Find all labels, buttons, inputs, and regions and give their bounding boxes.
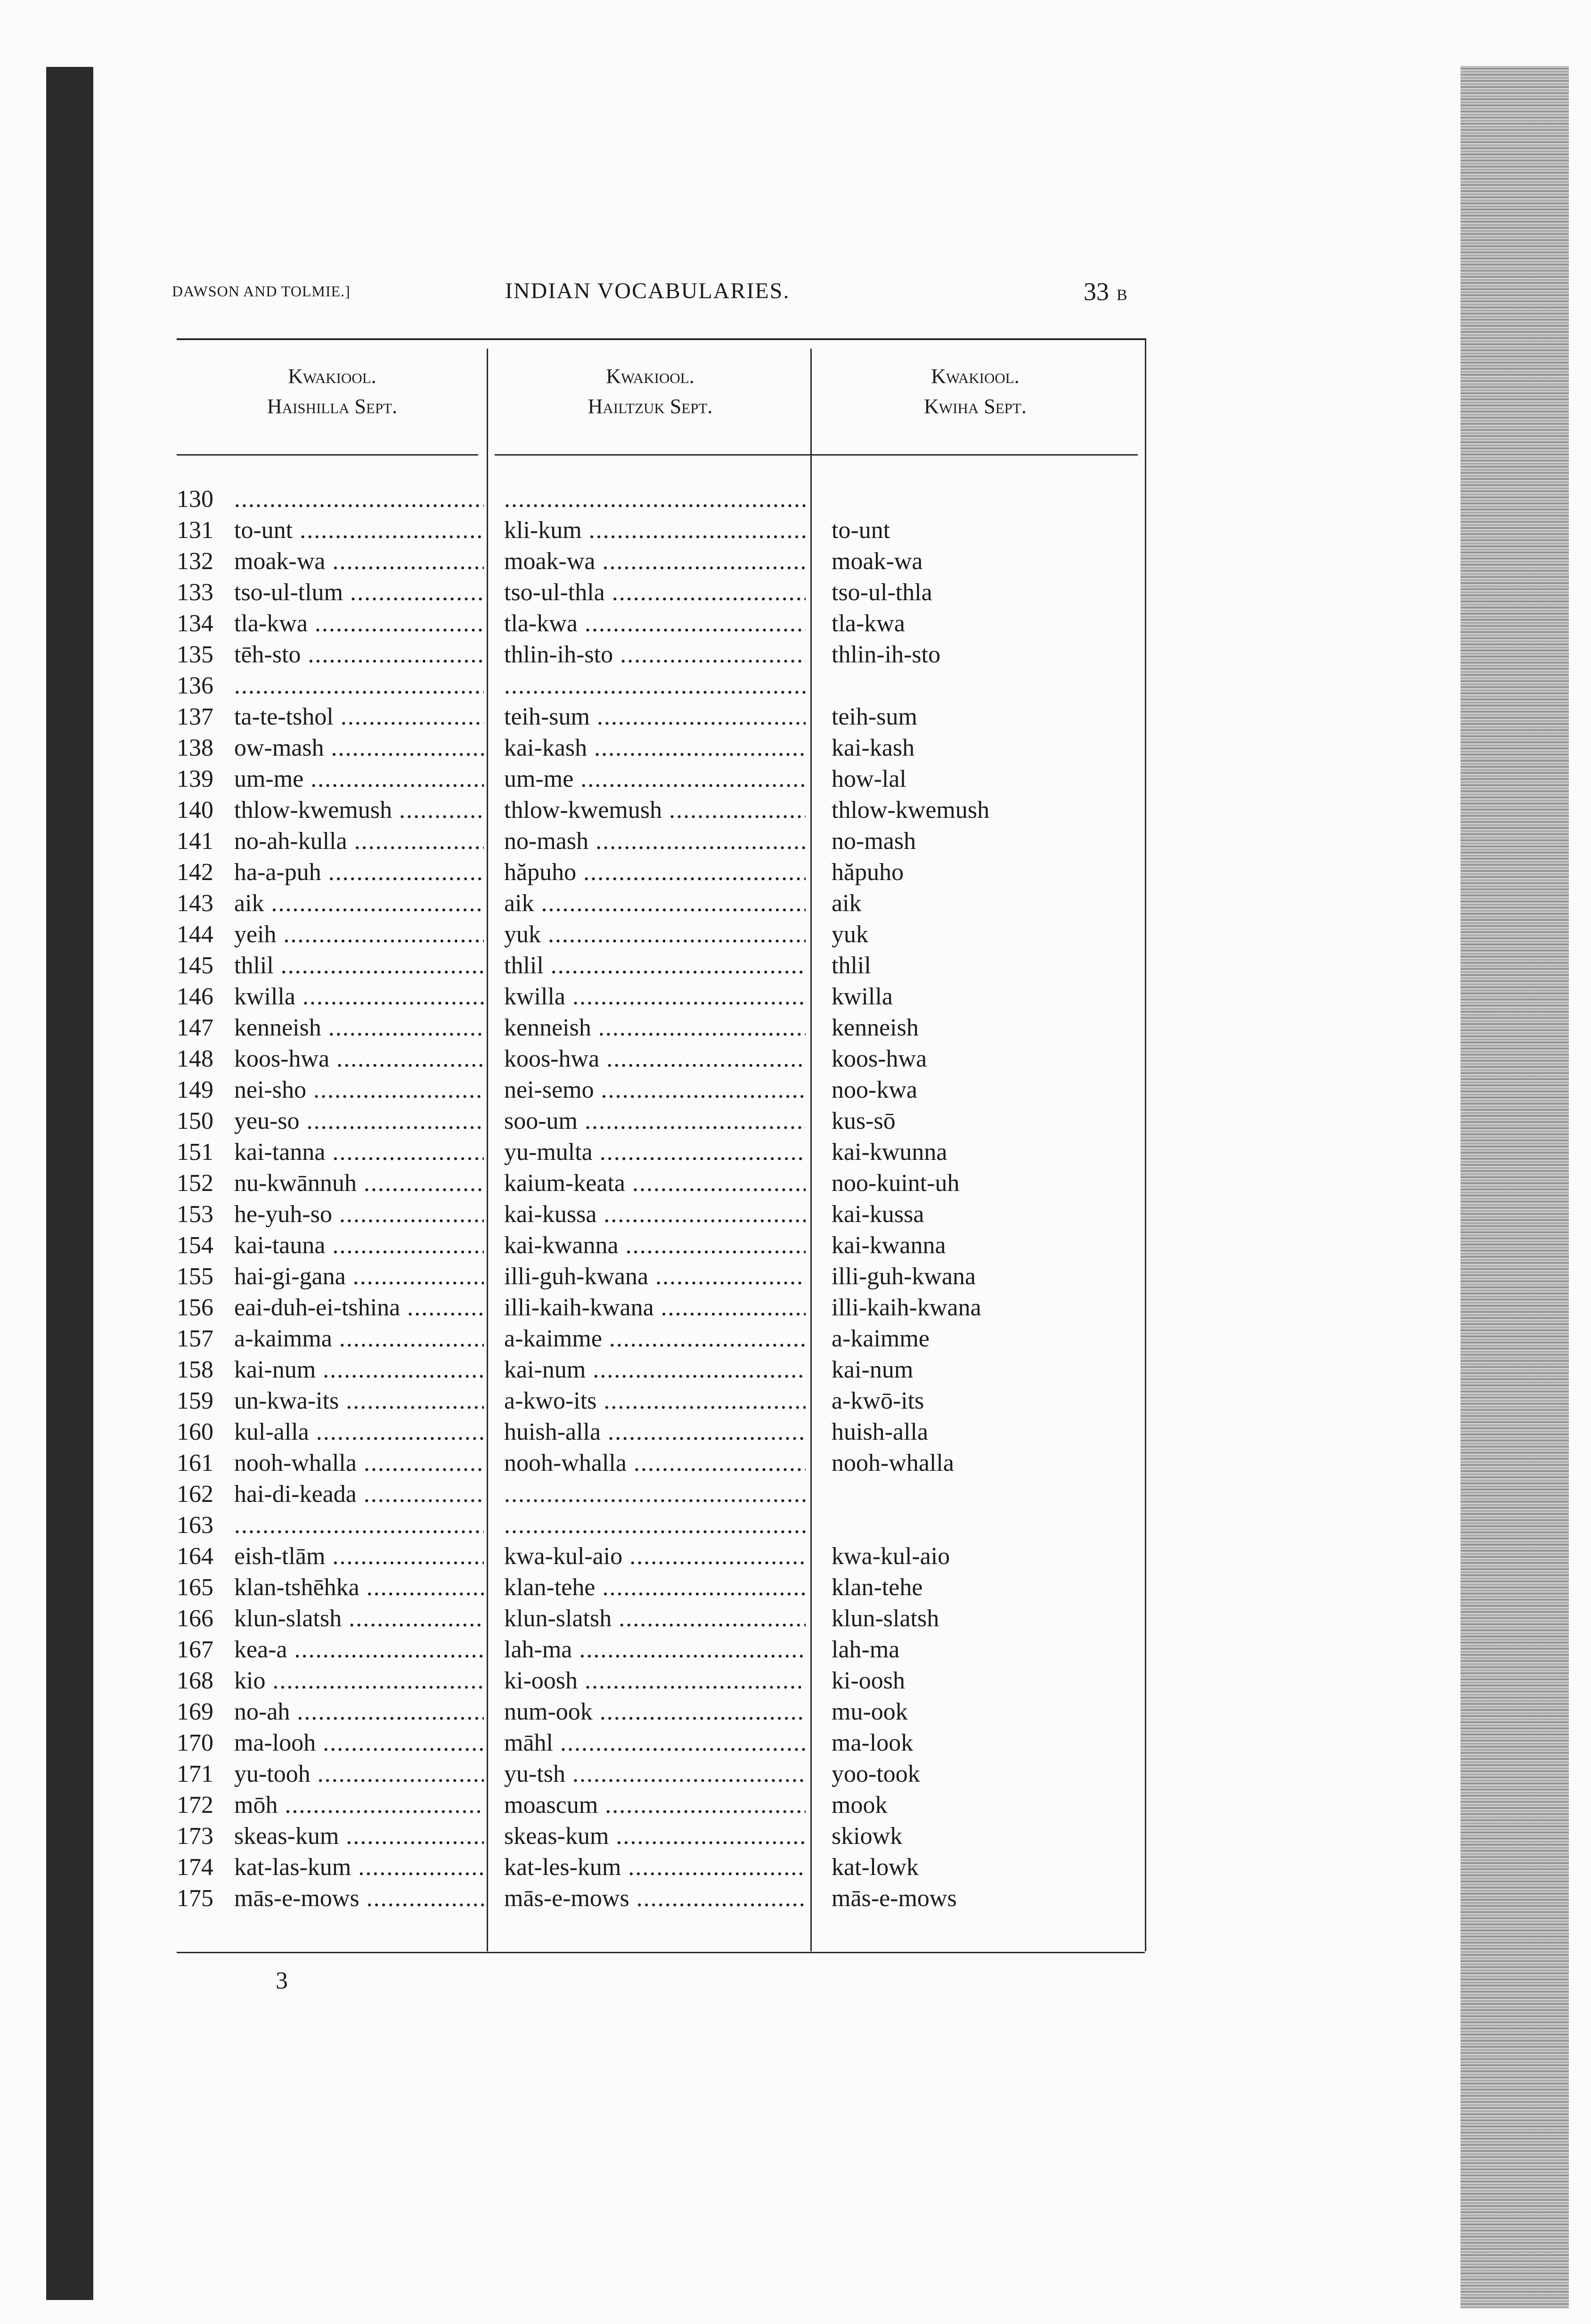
- hailtzuk-word: um-me .....: [504, 764, 806, 795]
- haishilla-word: thlil .....: [234, 950, 484, 981]
- page-number-value: 33: [1084, 277, 1109, 306]
- column-header-haishilla: [186, 361, 478, 422]
- haishilla-word: moak-wa .....: [234, 546, 484, 577]
- hailtzuk-word: kai-kussa .....: [504, 1199, 806, 1230]
- haishilla-word: nu-kwānnuh .....: [234, 1168, 484, 1199]
- hailtzuk-word: num-ook .....: [504, 1696, 806, 1728]
- hailtzuk-word: tla-kwa .....: [504, 608, 806, 639]
- binding-shadow-right: [1460, 66, 1569, 2308]
- kwiha-word: tla-kwa: [832, 610, 905, 637]
- haishilla-word: [234, 670, 484, 701]
- hailtzuk-word: [504, 670, 806, 701]
- kwiha-word: skiowk: [832, 1823, 903, 1850]
- row-number: 161: [177, 1450, 213, 1476]
- hailtzuk-word: moascum .....: [504, 1790, 806, 1821]
- haishilla-word: thlow-kwemush .....: [234, 795, 484, 826]
- kwiha-word: aik: [832, 890, 862, 917]
- haishilla-word: no-ah .....: [234, 1696, 484, 1728]
- row-number: 169: [177, 1698, 213, 1725]
- haishilla-word: nei-sho .....: [234, 1075, 484, 1106]
- kwiha-word: teih-sum: [832, 703, 917, 730]
- row-number: 134: [177, 610, 213, 637]
- row-number: 152: [177, 1170, 213, 1197]
- kwiha-word: kenneish: [832, 1014, 919, 1041]
- table-row: [177, 1292, 1145, 1323]
- kwiha-word: illi-kaih-kwana: [832, 1294, 981, 1321]
- haishilla-word: aik .....: [234, 888, 484, 919]
- haishilla-word: hai-di-keada .....: [234, 1479, 484, 1510]
- row-number: 131: [177, 517, 213, 544]
- table-row: [177, 1541, 1145, 1572]
- table-row: [177, 857, 1145, 888]
- column-header-kwiha: [822, 361, 1128, 422]
- row-number: 145: [177, 952, 213, 979]
- kwiha-word: kai-kwunna: [832, 1139, 947, 1166]
- haishilla-word: tso-ul-tlum .....: [234, 577, 484, 608]
- hailtzuk-word: tso-ul-thla .....: [504, 577, 806, 608]
- kwiha-word: kwilla: [832, 983, 893, 1010]
- row-number: 136: [177, 672, 213, 699]
- hailtzuk-word: yu-multa .....: [504, 1137, 806, 1168]
- table-row: [177, 1479, 1145, 1510]
- table-row: [177, 670, 1145, 701]
- header-authors: DAWSON AND TOLMIE.]: [172, 283, 351, 300]
- row-number: 172: [177, 1792, 213, 1818]
- hailtzuk-word: skeas-kum .....: [504, 1821, 806, 1852]
- table-row: [177, 1665, 1145, 1696]
- column-header-line2: Haishilla Sept.: [267, 395, 398, 418]
- row-number: 143: [177, 890, 213, 917]
- haishilla-word: yeu-so .....: [234, 1106, 484, 1137]
- table-row: [177, 1417, 1145, 1448]
- row-number: 151: [177, 1139, 213, 1166]
- kwiha-word: kai-kussa: [832, 1201, 924, 1228]
- hailtzuk-word: thlow-kwemush .....: [504, 795, 806, 826]
- page-number: [1084, 277, 1127, 306]
- haishilla-word: eai-duh-ei-tshina .....: [234, 1292, 484, 1323]
- kwiha-word: mās-e-mows: [832, 1885, 957, 1912]
- header-title: INDIAN VOCABULARIES.: [505, 278, 790, 303]
- kwiha-word: no-mash: [832, 828, 916, 855]
- header-rule: [177, 454, 478, 456]
- table-row: [177, 1696, 1145, 1728]
- table-row: [177, 701, 1145, 733]
- table-row: [177, 639, 1145, 670]
- row-number: 137: [177, 703, 213, 730]
- table-row: [177, 1883, 1145, 1914]
- footer-rule: [177, 1952, 1145, 1953]
- table-row: [177, 1261, 1145, 1292]
- kwiha-word: klun-slatsh: [832, 1605, 939, 1632]
- hailtzuk-word: klun-slatsh .....: [504, 1603, 806, 1634]
- haishilla-word: tla-kwa .....: [234, 608, 484, 639]
- table-row: [177, 577, 1145, 608]
- hailtzuk-word: illi-kaih-kwana .....: [504, 1292, 806, 1323]
- table-row: [177, 795, 1145, 826]
- haishilla-word: tēh-sto .....: [234, 639, 484, 670]
- table-row: [177, 919, 1145, 950]
- row-number: 158: [177, 1356, 213, 1383]
- row-number: 149: [177, 1076, 213, 1103]
- hailtzuk-word: yuk .....: [504, 919, 806, 950]
- kwiha-word: mu-ook: [832, 1698, 908, 1725]
- hailtzuk-word: klan-tehe .....: [504, 1572, 806, 1603]
- hailtzuk-word: kaium-keata .....: [504, 1168, 806, 1199]
- haishilla-word: kea-a .....: [234, 1634, 484, 1665]
- haishilla-word: klan-tshēhka .....: [234, 1572, 484, 1603]
- haishilla-word: skeas-kum .....: [234, 1821, 484, 1852]
- row-number: 144: [177, 921, 213, 948]
- kwiha-word: koos-hwa: [832, 1045, 927, 1072]
- row-number: 163: [177, 1512, 213, 1539]
- kwiha-word: tso-ul-thla: [832, 579, 932, 606]
- table-row: [177, 1230, 1145, 1261]
- table-row: [177, 1012, 1145, 1044]
- column-header-line2: Hailtzuk Sept.: [587, 395, 713, 418]
- haishilla-word: kat-las-kum .....: [234, 1852, 484, 1883]
- row-number: 164: [177, 1543, 213, 1570]
- kwiha-word: how-lal: [832, 766, 906, 792]
- row-number: 140: [177, 797, 213, 824]
- row-number: 147: [177, 1014, 213, 1041]
- row-number: 155: [177, 1263, 213, 1290]
- haishilla-word: kwilla .....: [234, 981, 484, 1012]
- row-number: 170: [177, 1729, 213, 1756]
- table-row: [177, 826, 1145, 857]
- kwiha-word: nooh-whalla: [832, 1450, 954, 1476]
- kwiha-word: noo-kwa: [832, 1076, 917, 1103]
- header-rule: [495, 454, 1138, 456]
- table-row: [177, 1106, 1145, 1137]
- haishilla-word: to-unt .....: [234, 515, 484, 546]
- hailtzuk-word: no-mash .....: [504, 826, 806, 857]
- hailtzuk-word: kai-kwanna .....: [504, 1230, 806, 1261]
- table-row: [177, 1354, 1145, 1386]
- kwiha-word: a-kwō-its: [832, 1387, 924, 1414]
- kwiha-word: thlil: [832, 952, 871, 979]
- hailtzuk-word: yu-tsh .....: [504, 1759, 806, 1790]
- table-row: [177, 1572, 1145, 1603]
- page-number-letter: B: [1117, 286, 1127, 304]
- kwiha-word: ki-oosh: [832, 1667, 905, 1694]
- haishilla-word: kai-tauna .....: [234, 1230, 484, 1261]
- row-number: 175: [177, 1885, 213, 1912]
- table-row: [177, 515, 1145, 546]
- hailtzuk-word: kat-les-kum .....: [504, 1852, 806, 1883]
- table-row: [177, 1137, 1145, 1168]
- table-row: [177, 484, 1145, 515]
- haishilla-word: mās-e-mows .....: [234, 1883, 484, 1914]
- haishilla-word: yeih .....: [234, 919, 484, 950]
- kwiha-word: lah-ma: [832, 1636, 900, 1663]
- hailtzuk-word: moak-wa .....: [504, 546, 806, 577]
- row-number: 150: [177, 1108, 213, 1134]
- kwiha-word: noo-kuint-uh: [832, 1170, 960, 1197]
- table-row: [177, 546, 1145, 577]
- haishilla-word: ha-a-puh .....: [234, 857, 484, 888]
- column-header-line1: Kwakiool.: [931, 365, 1020, 388]
- table-body: [177, 484, 1145, 1914]
- kwiha-word: kat-lowk: [832, 1854, 919, 1881]
- hailtzuk-word: [504, 1510, 806, 1541]
- haishilla-word: nooh-whalla .....: [234, 1448, 484, 1479]
- vocabulary-table: [177, 338, 1146, 1951]
- table-row: [177, 1075, 1145, 1106]
- binding-shadow-left: [46, 67, 93, 2300]
- haishilla-word: kai-num .....: [234, 1354, 484, 1386]
- kwiha-word: ma-look: [832, 1729, 914, 1756]
- column-header-line2: Kwiha Sept.: [924, 395, 1027, 418]
- hailtzuk-word: kenneish .....: [504, 1012, 806, 1044]
- table-row: [177, 733, 1145, 764]
- kwiha-word: illi-guh-kwana: [832, 1263, 976, 1290]
- hailtzuk-word: lah-ma .....: [504, 1634, 806, 1665]
- table-row: [177, 1044, 1145, 1075]
- row-number: 146: [177, 983, 213, 1010]
- row-number: 142: [177, 859, 213, 886]
- haishilla-word: koos-hwa .....: [234, 1044, 484, 1075]
- row-number: 130: [177, 486, 213, 513]
- table-row: [177, 1448, 1145, 1479]
- haishilla-word: he-yuh-so .....: [234, 1199, 484, 1230]
- hailtzuk-word: kli-kum .....: [504, 515, 806, 546]
- hailtzuk-word: kwa-kul-aio .....: [504, 1541, 806, 1572]
- row-number: 160: [177, 1419, 213, 1445]
- hailtzuk-word: hăpuho .....: [504, 857, 806, 888]
- kwiha-word: kai-kash: [832, 734, 915, 761]
- kwiha-word: klan-tehe: [832, 1574, 923, 1601]
- hailtzuk-word: illi-guh-kwana .....: [504, 1261, 806, 1292]
- column-header-line1: Kwakiool.: [606, 365, 694, 388]
- haishilla-word: un-kwa-its .....: [234, 1386, 484, 1417]
- hailtzuk-word: kwilla .....: [504, 981, 806, 1012]
- table-row: [177, 1759, 1145, 1790]
- haishilla-word: ta-te-tshol .....: [234, 701, 484, 733]
- hailtzuk-word: huish-alla .....: [504, 1417, 806, 1448]
- hailtzuk-word: aik .....: [504, 888, 806, 919]
- haishilla-word: kio .....: [234, 1665, 484, 1696]
- row-number: 132: [177, 548, 213, 575]
- hailtzuk-word: koos-hwa .....: [504, 1044, 806, 1075]
- running-header: [0, 278, 1591, 311]
- table-row: [177, 1510, 1145, 1541]
- haishilla-word: eish-tlām .....: [234, 1541, 484, 1572]
- kwiha-word: mook: [832, 1792, 888, 1818]
- column-header-hailtzuk: [497, 361, 803, 422]
- table-row: [177, 1199, 1145, 1230]
- table-row: [177, 608, 1145, 639]
- table-row: [177, 1168, 1145, 1199]
- hailtzuk-word: a-kwo-its .....: [504, 1386, 806, 1417]
- row-number: 159: [177, 1387, 213, 1414]
- signature-mark: 3: [276, 1967, 288, 1994]
- row-number: 167: [177, 1636, 213, 1663]
- table-row: [177, 1728, 1145, 1759]
- hailtzuk-word: teih-sum .....: [504, 701, 806, 733]
- row-number: 166: [177, 1605, 213, 1632]
- row-number: 156: [177, 1294, 213, 1321]
- kwiha-word: kai-kwanna: [832, 1232, 946, 1259]
- kwiha-word: a-kaimme: [832, 1325, 930, 1352]
- row-number: 135: [177, 641, 213, 668]
- haishilla-word: klun-slatsh .....: [234, 1603, 484, 1634]
- table-row: [177, 1634, 1145, 1665]
- haishilla-word: kai-tanna .....: [234, 1137, 484, 1168]
- hailtzuk-word: mās-e-mows .....: [504, 1883, 806, 1914]
- kwiha-word: thlin-ih-sto: [832, 641, 941, 668]
- kwiha-word: kai-num: [832, 1356, 914, 1383]
- row-number: 157: [177, 1325, 213, 1352]
- table-row: [177, 1603, 1145, 1634]
- kwiha-word: thlow-kwemush: [832, 797, 990, 824]
- column-header-line1: Kwakiool.: [288, 365, 376, 388]
- hailtzuk-word: nooh-whalla .....: [504, 1448, 806, 1479]
- row-number: 141: [177, 828, 213, 855]
- hailtzuk-word: [504, 1479, 806, 1510]
- row-number: 168: [177, 1667, 213, 1694]
- row-number: 148: [177, 1045, 213, 1072]
- haishilla-word: no-ah-kulla .....: [234, 826, 484, 857]
- haishilla-word: [234, 1510, 484, 1541]
- haishilla-word: kenneish .....: [234, 1012, 484, 1044]
- row-number: 173: [177, 1823, 213, 1850]
- table-row: [177, 981, 1145, 1012]
- haishilla-word: yu-tooh .....: [234, 1759, 484, 1790]
- table-row: [177, 1821, 1145, 1852]
- kwiha-word: kus-sō: [832, 1108, 896, 1134]
- kwiha-word: yoo-took: [832, 1761, 920, 1787]
- row-number: 165: [177, 1574, 213, 1601]
- row-number: 139: [177, 766, 213, 792]
- kwiha-word: kwa-kul-aio: [832, 1543, 950, 1570]
- row-number: 154: [177, 1232, 213, 1259]
- haishilla-word: ma-looh .....: [234, 1728, 484, 1759]
- table-row: [177, 1852, 1145, 1883]
- haishilla-word: hai-gi-gana .....: [234, 1261, 484, 1292]
- row-number: 133: [177, 579, 213, 606]
- hailtzuk-word: māhl .....: [504, 1728, 806, 1759]
- haishilla-word: ow-mash .....: [234, 733, 484, 764]
- row-number: 162: [177, 1481, 213, 1508]
- haishilla-word: kul-alla .....: [234, 1417, 484, 1448]
- haishilla-word: a-kaimma .....: [234, 1323, 484, 1354]
- hailtzuk-word: kai-num .....: [504, 1354, 806, 1386]
- haishilla-word: mōh .....: [234, 1790, 484, 1821]
- kwiha-word: hăpuho: [832, 859, 904, 886]
- hailtzuk-word: thlil .....: [504, 950, 806, 981]
- row-number: 153: [177, 1201, 213, 1228]
- hailtzuk-word: a-kaimme .....: [504, 1323, 806, 1354]
- kwiha-word: yuk: [832, 921, 868, 948]
- hailtzuk-word: soo-um .....: [504, 1106, 806, 1137]
- hailtzuk-word: [504, 484, 806, 515]
- haishilla-word: um-me .....: [234, 764, 484, 795]
- hailtzuk-word: nei-semo .....: [504, 1075, 806, 1106]
- row-number: 138: [177, 734, 213, 761]
- table-row: [177, 1790, 1145, 1821]
- table-row: [177, 1323, 1145, 1354]
- hailtzuk-word: kai-kash .....: [504, 733, 806, 764]
- row-number: 174: [177, 1854, 213, 1881]
- table-row: [177, 1386, 1145, 1417]
- hailtzuk-word: thlin-ih-sto .....: [504, 639, 806, 670]
- table-row: [177, 888, 1145, 919]
- row-number: 171: [177, 1761, 213, 1787]
- kwiha-word: huish-alla: [832, 1419, 929, 1445]
- hailtzuk-word: ki-oosh .....: [504, 1665, 806, 1696]
- haishilla-word: [234, 484, 484, 515]
- kwiha-word: to-unt: [832, 517, 890, 544]
- table-row: [177, 764, 1145, 795]
- table-row: [177, 950, 1145, 981]
- kwiha-word: moak-wa: [832, 548, 923, 575]
